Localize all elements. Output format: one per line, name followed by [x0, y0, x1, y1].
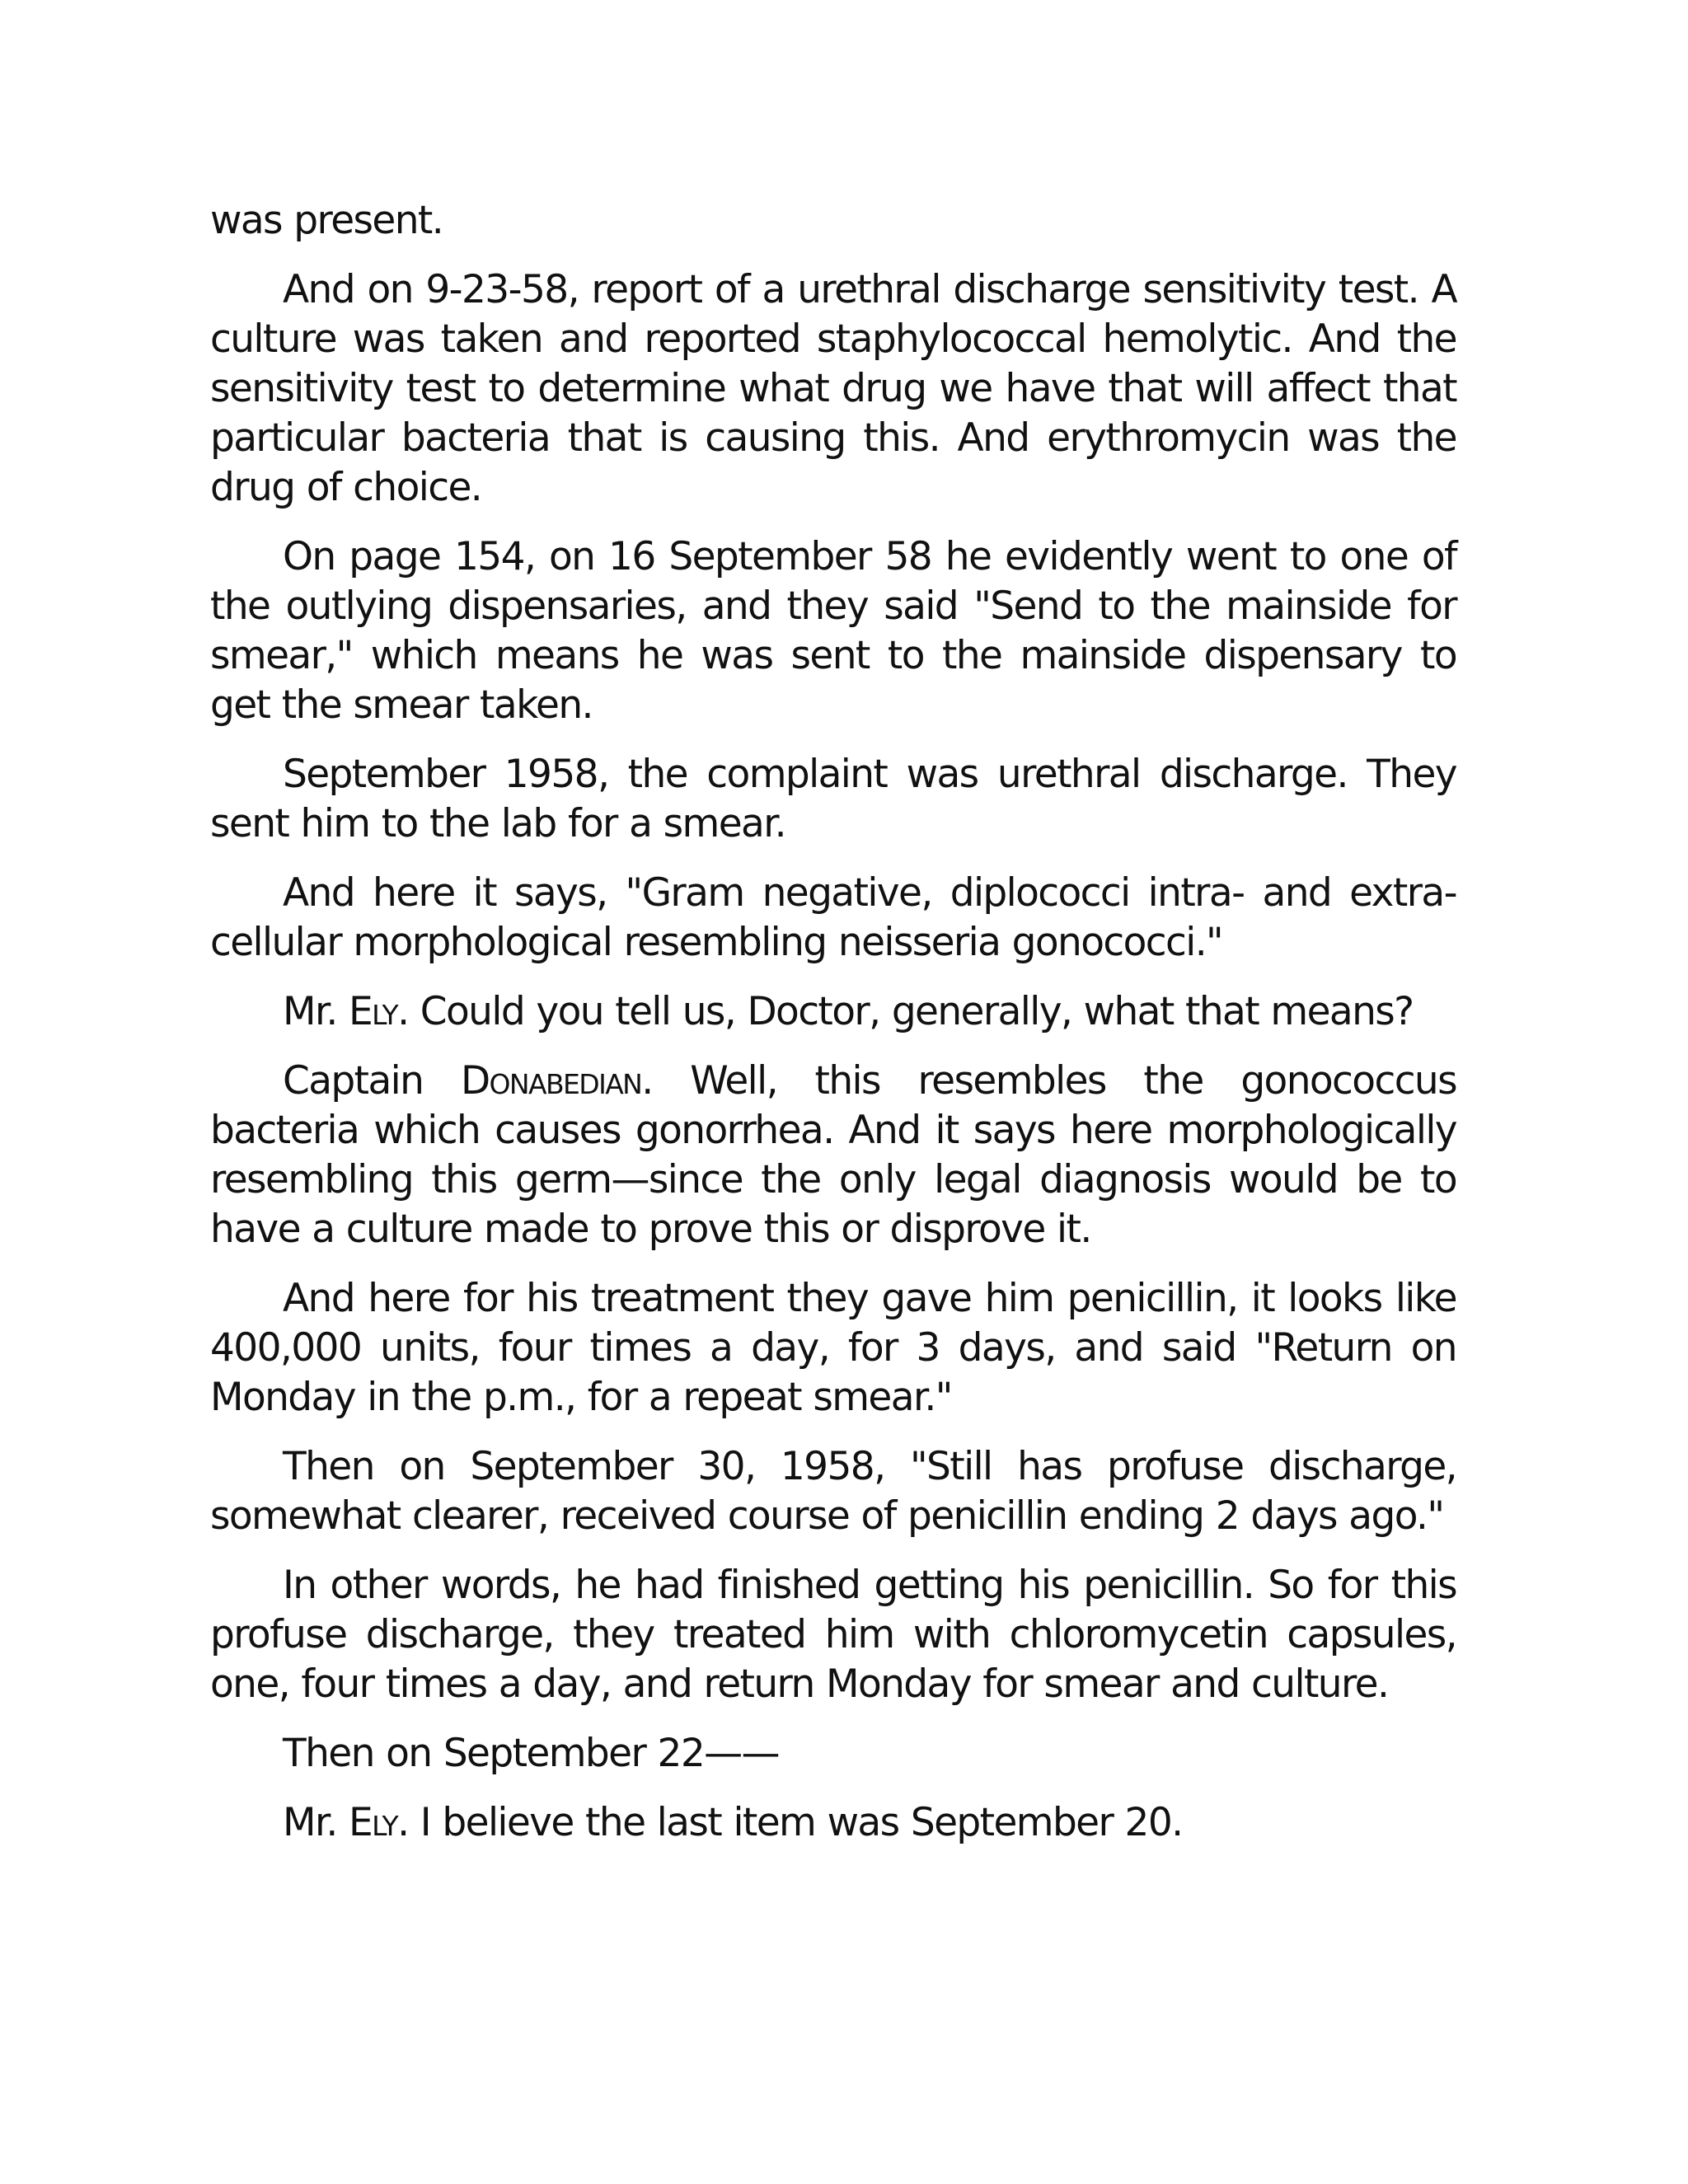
paragraph-3: [210, 532, 1456, 730]
speech-text: Could you tell us, Doctor, generally, what that means?: [420, 989, 1414, 1034]
paragraph-7-speech: [210, 1057, 1456, 1254]
paragraph-11: [210, 1729, 1456, 1779]
paragraph-5: [210, 869, 1456, 968]
paragraph-4: [210, 750, 1456, 849]
speech-text: I believe the last item was September 20.: [420, 1800, 1183, 1845]
speaker-period: .: [641, 1058, 653, 1104]
paragraph-6-speech: [210, 987, 1456, 1037]
speaker-title: Captain: [283, 1058, 424, 1104]
paragraph-text: Then on September 30, 1958, "Still has profuse discharge, somewhat clearer, received course of penicillin ending 2 days ago.": [210, 1444, 1456, 1539]
paragraph-text: was present.: [210, 198, 443, 243]
speaker-title: Mr.: [283, 1800, 337, 1845]
speech-text: Well, this resembles the gonococcus bacteria which causes gonorrhea. And it says here morphologically resembling this germ—since the only legal diagnosis would be to have a culture made to prove this or disprove it.: [210, 1058, 1457, 1252]
paragraph-1: [210, 196, 1456, 246]
paragraph-text: September 1958, the complaint was urethral discharge. They sent him to the lab for a smear.: [210, 752, 1456, 846]
speaker-name: Donabedian: [460, 1058, 642, 1104]
paragraph-2: [210, 265, 1456, 513]
paragraph-text: And here it says, "Gram negative, diplococci intra- and extra-cellular morphological resembling neisseria gonococci.": [210, 870, 1456, 965]
speaker-name: Ely: [349, 989, 398, 1034]
speaker-period: .: [397, 1800, 409, 1845]
paragraph-text: Then on September 22——: [283, 1731, 779, 1776]
document-page: [210, 196, 1456, 1868]
paragraph-text: And on 9-23-58, report of a urethral discharge sensitivity test. A culture was taken and reported staphylococcal hemolytic. And the sensitivity test to determine what drug we have that will affect that particular bacteria that is causing this. And erythromycin was the drug of choice.: [210, 267, 1456, 510]
paragraph-8: [210, 1274, 1456, 1422]
speaker-name: Ely: [349, 1800, 398, 1845]
paragraph-text: On page 154, on 16 September 58 he evidently went to one of the outlying dispensaries, and they said "Send to the mainside for smear," which means he was sent to the mainside dispensary to get the smear taken.: [210, 534, 1456, 728]
paragraph-12-speech: [210, 1798, 1456, 1848]
paragraph-text: And here for his treatment they gave him penicillin, it looks like 400,000 units, four times a day, for 3 days, and said "Return on Monday in the p.m., for a repeat smear.": [210, 1276, 1456, 1420]
paragraph-10: [210, 1561, 1456, 1709]
speaker-period: .: [397, 989, 409, 1034]
paragraph-text: In other words, he had finished getting his penicillin. So for this profuse discharge, they treated him with chloromycetin capsules, one, four times a day, and return Monday for smear and culture.: [210, 1563, 1456, 1707]
paragraph-9: [210, 1442, 1456, 1541]
speaker-title: Mr.: [283, 989, 337, 1034]
